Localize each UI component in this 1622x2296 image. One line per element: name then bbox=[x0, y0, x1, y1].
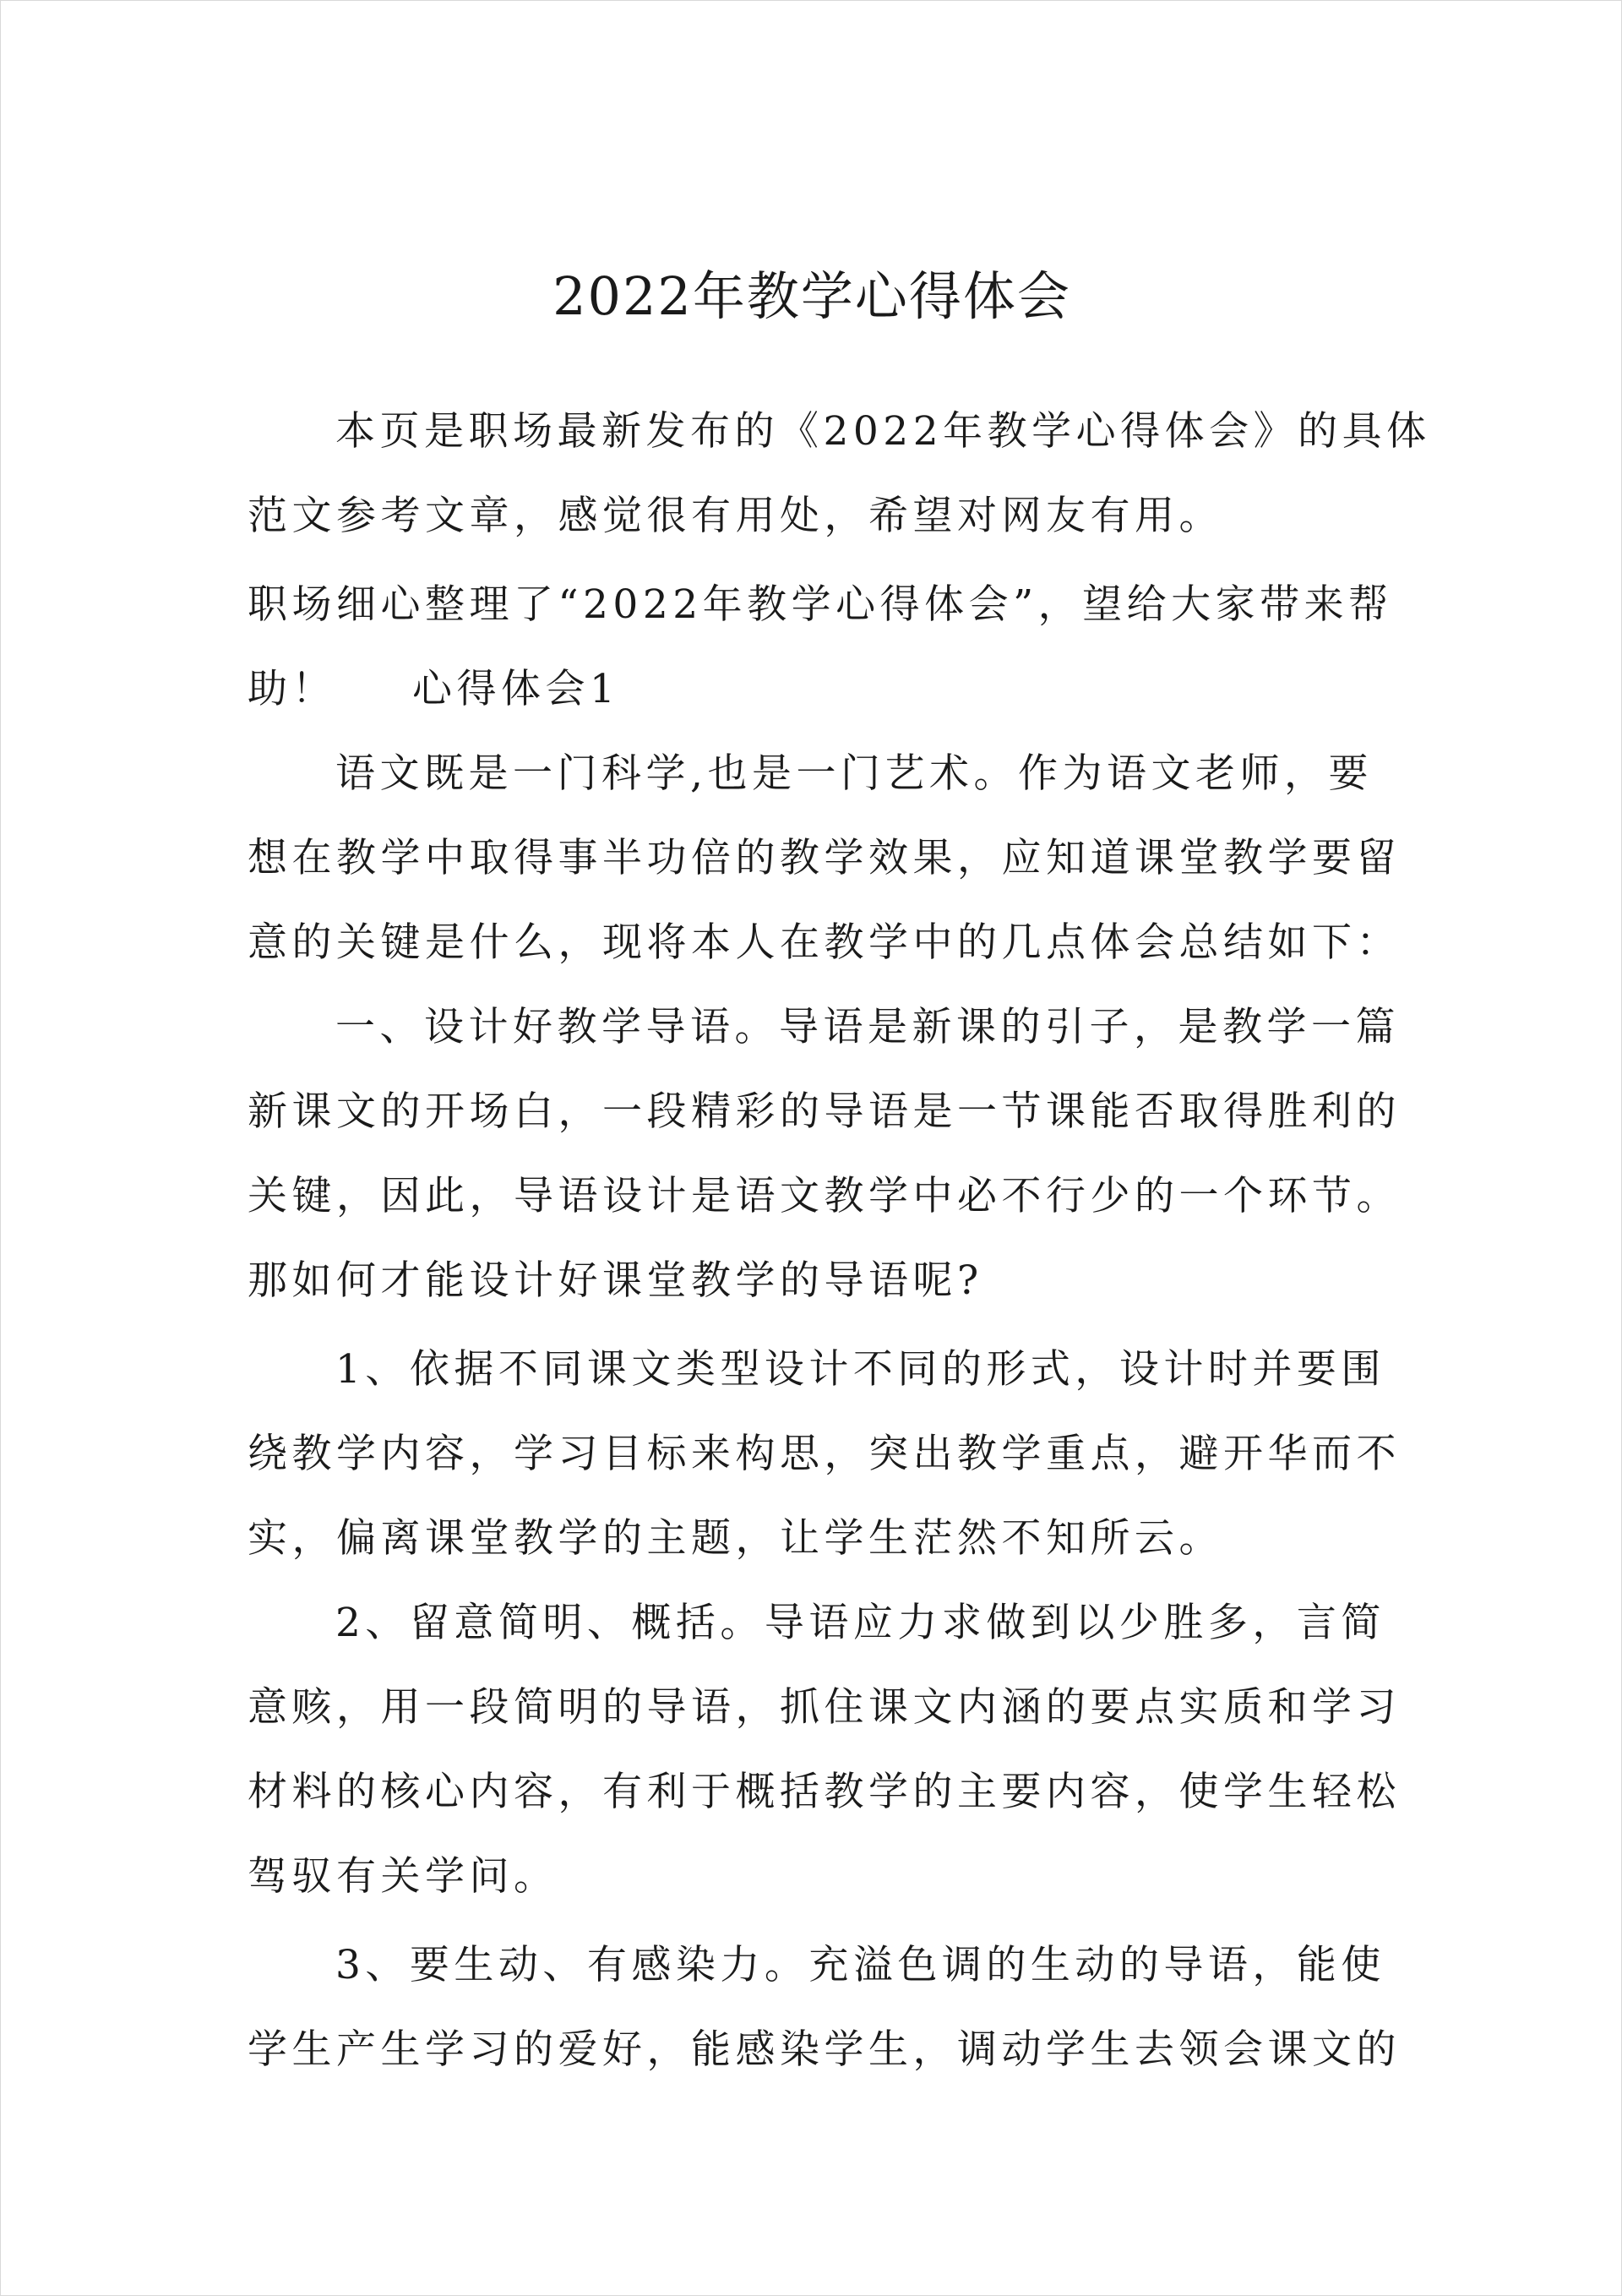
paragraph-line: 语文既是一门科学,也是一门艺术。作为语文老师，要 bbox=[335, 750, 1373, 797]
paragraph-line: 意的关键是什么，现将本人在教学中的几点体会总结如下： bbox=[248, 919, 1401, 966]
paragraph-line: 职场细心整理了“2022年教学心得体会”，望给大家带来帮 bbox=[248, 581, 1393, 628]
paragraph-line bbox=[248, 664, 619, 715]
paragraph-line-text: 助！ bbox=[248, 666, 336, 712]
paragraph-line: 一、设计好教学导语。导语是新课的引子，是教学一篇 bbox=[335, 1004, 1400, 1050]
paragraph-line: 新课文的开场白，一段精彩的导语是一节课能否取得胜利的 bbox=[248, 1088, 1401, 1135]
paragraph-line: 范文参考文章，感觉很有用处，希望对网友有用。 bbox=[248, 493, 1223, 539]
paragraph-line: 实，偏离课堂教学的主题，让学生茫然不知所云。 bbox=[248, 1515, 1223, 1562]
paragraph-line: 驾驭有关学问。 bbox=[248, 1853, 558, 1900]
paragraph-line: 绕教学内容，学习目标来构思，突出教学重点，避开华而不 bbox=[248, 1431, 1401, 1477]
section-heading: 心得体会1 bbox=[412, 666, 620, 712]
document-title: 2022年教学心得体会 bbox=[552, 265, 1071, 327]
paragraph-line: 3、要生动、有感染力。充溢色调的生动的导语，能使 bbox=[335, 1942, 1385, 1988]
paragraph-line: 学生产生学习的爱好，能感染学生，调动学生去领会课文的 bbox=[248, 2026, 1401, 2073]
paragraph-line: 想在教学中取得事半功倍的教学效果，应知道课堂教学要留 bbox=[248, 835, 1401, 881]
paragraph-line: 那如何才能设计好课堂教学的导语呢? bbox=[248, 1257, 983, 1304]
paragraph-line: 关键，因此，导语设计是语文教学中必不行少的一个环节。 bbox=[248, 1173, 1401, 1219]
paragraph-line: 本页是职场最新发布的《2022年教学心得体会》的具体 bbox=[335, 408, 1431, 455]
paragraph-line: 意赅，用一段简明的导语，抓住课文内涵的要点实质和学习 bbox=[248, 1684, 1401, 1731]
paragraph-line: 2、留意简明、概括。导语应力求做到以少胜多，言简 bbox=[335, 1600, 1385, 1646]
paragraph-line: 材料的核心内容，有利于概括教学的主要内容，使学生轻松 bbox=[248, 1769, 1401, 1815]
paragraph-line: 1、依据不同课文类型设计不同的形式，设计时并要围 bbox=[335, 1346, 1385, 1393]
